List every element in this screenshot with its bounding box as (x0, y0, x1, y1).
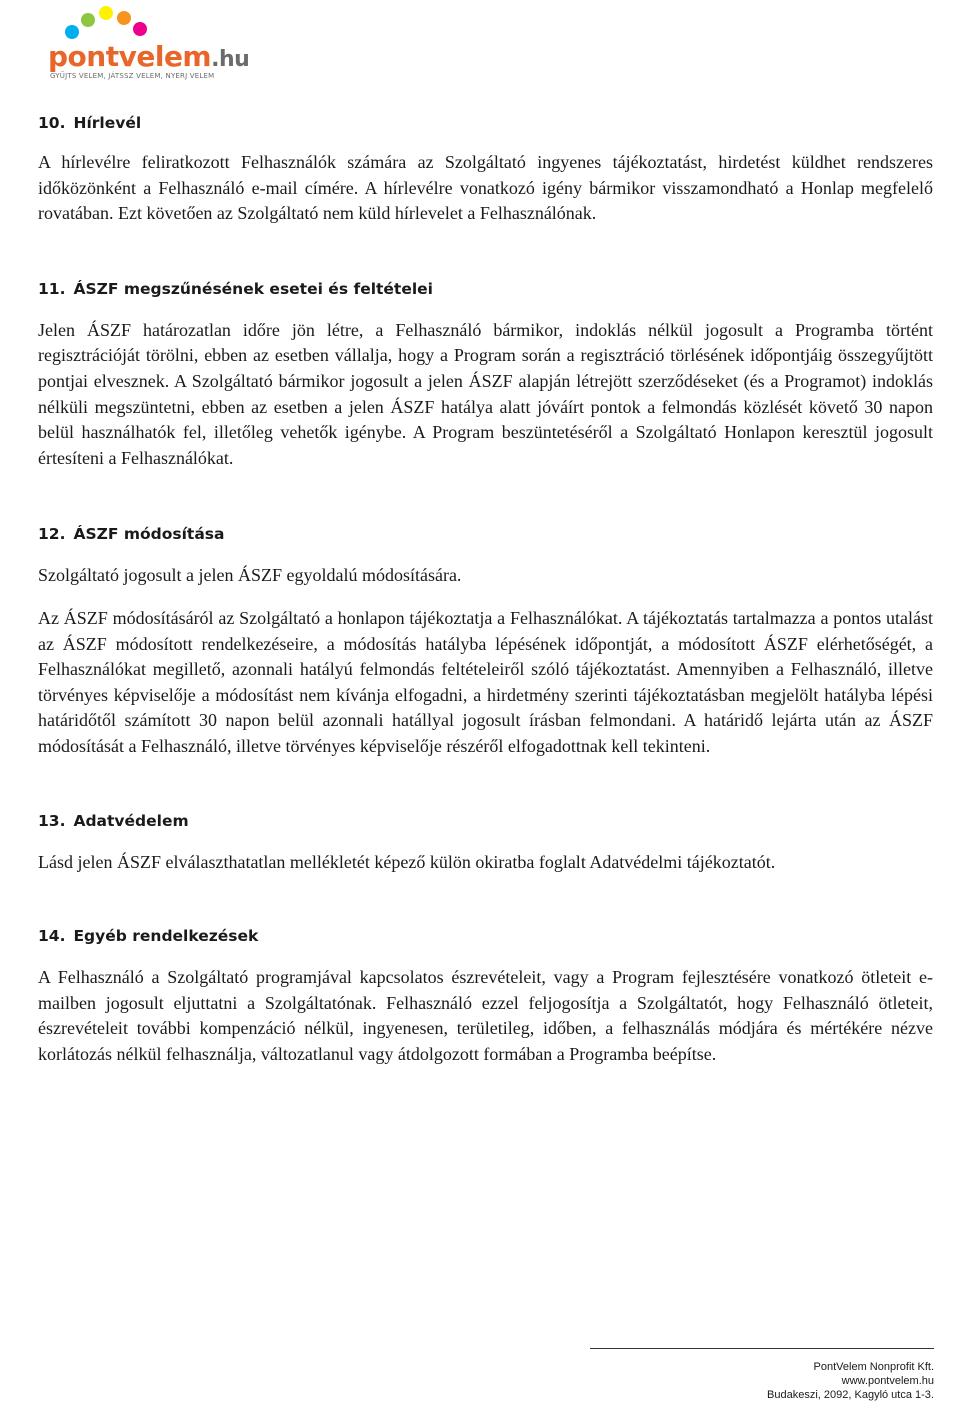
section-heading: 14. Egyéb rendelkezések (38, 927, 259, 946)
section-paragraph: Az ÁSZF módosításáról az Szolgáltató a honlapon tájékoztatja a Felhasználókat. A tájékoztatás tartalmazza a pontos utalást az ÁSZF módosított rendelkezéseire, a módosítás hatályba lépésének időpontját, a módosított ÁSZF elérhetőségét, a Felhasználókat megillető, azonnali hatályú felmondás feltételeiről szóló tájékoztatást. Amennyiben a Felhasználó, illetve törvényes képviselője a módosítást nem kívánja elfogadni, a hirdetmény szerinti tájékoztatásban megjelölt hatályba lépési határidőtől számított 30 napon belül azonnali hatállyal jogosult írásban felmondani. A határidő lejárta után az ÁSZF módosítását a Felhasználó, illetve törvényes képviselője részéről elfogadottnak kell tekinteni. (38, 607, 933, 756)
section-heading: 13. Adatvédelem (38, 811, 189, 830)
logo (44, 4, 250, 84)
footer-divider (590, 1348, 934, 1349)
section-paragraph: A Felhasználó a Szolgáltató programjával kapcsolatos észrevételeit, vagy a Program fejlesztésére vonatkozó ötleteit e-mailben jogosult eljuttatni a Szolgáltatónak. Felhasználó ezzel feljogosítja a Szolgáltatót, hogy Felhasználó ötleteit, észrevételeit további kompenzáció nélkül, ingyenesen, területileg, időben, a felhasználás módjára és mértékére nézve korlátozás nélkül felhasználja, változatlanul vagy átdolgozott formában a Programba beépítse. (38, 967, 933, 1064)
section-aszf-modositasa (38, 523, 933, 759)
section-egyeb-rendelkezesek (38, 925, 933, 1067)
section-paragraph: Jelen ÁSZF határozatlan időre jön létre, a Felhasználó bármikor, indoklás nélkül jogosult a Programba történt regisztrációját törölni, ebben az esetben vállalja, hogy a Program során a regisztráció törlésének időpontjáig összegyűjtött pontjai elvesznek. A Szolgáltató bármikor jogosult a jelen ÁSZF alapján létrejött szerződéseket (és a Programot) indoklás nélküli megszüntetni, ebben az esetben a jelen ÁSZF hatálya alatt jóváírt pontok a felmondás közlését követő 30 napon belül használhatók fel, illetőleg vehetők igénybe. A Program beszüntetéséről a Szolgáltató Honlapon keresztül jogosult értesíteni a Felhasználókat. (38, 319, 933, 468)
section-heading: 12. ÁSZF módosítása (38, 525, 225, 544)
logo-wordmark: pontvelem.hu (48, 40, 250, 73)
section-paragraph: Lásd jelen ÁSZF elválaszthatatlan mellékletét képező külön okiratba foglalt Adatvédelmi tájékoztatót. (38, 851, 776, 872)
footer-website: www.pontvelem.hu (841, 1375, 934, 1387)
footer-address: Budakeszi, 2092, Kagyló utca 1-3. (767, 1389, 934, 1401)
section-heading: 10. Hírlevél (38, 114, 142, 132)
footer (767, 1360, 934, 1402)
section-heading: 11. ÁSZF megszűnésének esetei és feltételei (38, 279, 433, 298)
section-paragraph: Szolgáltató jogosult a jelen ÁSZF egyoldalú módosítására. (38, 565, 462, 586)
section-aszf-megszunes (38, 278, 933, 472)
section-hirlevel (38, 112, 933, 227)
document-body (38, 112, 933, 1067)
logo-tagline: GYŰJTS VELEM, JÁTSSZ VELEM, NYERJ VELEM (50, 72, 215, 80)
footer-company: PontVelem Nonprofit Kft. (813, 1361, 934, 1373)
section-paragraph: A hírlevélre feliratkozott Felhasználók számára az Szolgáltató ingyenes tájékoztatást, hirdetést küldhet rendszeres időközönként a Felhasználó e-mail címére. A hírlevélre vonatkozó igény bármikor visszamondható a Honlap megfelelő rovatában. Ezt követően az Szolgáltató nem küld hírlevelet a Felhasználónak. (38, 152, 933, 224)
section-adatvedelem (38, 810, 933, 876)
